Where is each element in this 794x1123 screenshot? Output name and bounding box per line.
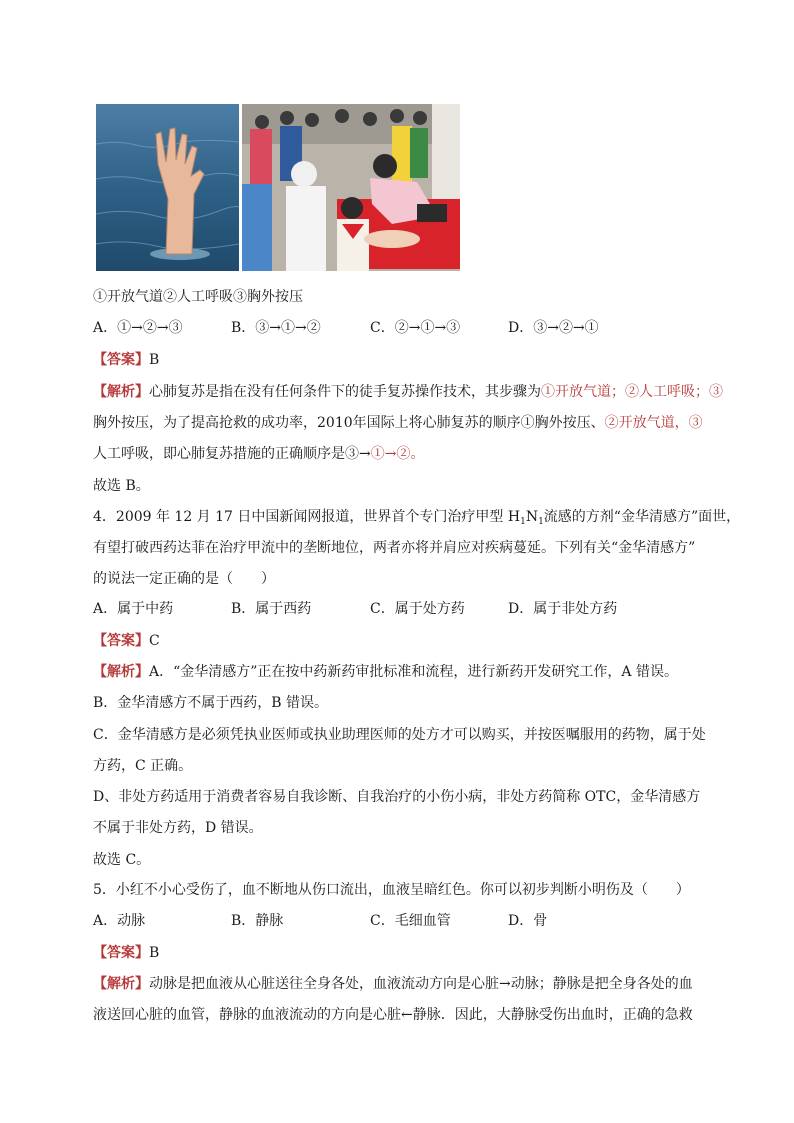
q4-option-b: B．属于西药 [231, 601, 312, 617]
q4-analysis-c-2: 方药，C 正确。 [93, 758, 193, 774]
answer-label: 【答案】 [93, 352, 149, 368]
analysis-text: 动脉是把血液从心脏送往全身各处，血液流动方向是心脏→动脉；静脉是把全身各处的血 [149, 976, 693, 992]
q4-answer [93, 631, 160, 651]
stem-text: 流感的方剂“金华清感方”面世， [543, 509, 741, 525]
drowning-hand-image [96, 104, 239, 271]
q4-option-c: C．属于处方药 [370, 601, 465, 617]
q4-analysis-c-1: C．金华清感方是必须凭执业医师或执业助理医师的处方才可以购买，并按医嘱服用的药物，属于处 [93, 727, 706, 743]
answer-value: C [149, 633, 160, 649]
q3-conclusion: 故选 B。 [93, 478, 150, 494]
q4-stem-line-1 [93, 507, 740, 532]
answer-label: 【答案】 [93, 945, 149, 961]
analysis-highlight: ①开放气道；②人工呼吸；③ [541, 384, 723, 400]
answer-value: B [149, 945, 160, 961]
analysis-text: 人工呼吸，即心肺复苏措施的正确顺序是③→ [93, 446, 371, 462]
q4-analysis-d-2: 不属于非处方药，D 错误。 [93, 820, 263, 836]
analysis-label: 【解析】 [93, 384, 149, 400]
q4-option-d: D．属于非处方药 [508, 601, 618, 617]
q3-steps-line: ①开放气道②人工呼吸③胸外按压 [93, 289, 303, 305]
q3-analysis-line-1 [93, 382, 723, 402]
analysis-highlight: ①→②。 [370, 446, 425, 462]
answer-value: B [149, 352, 160, 368]
q4-stem-line-3: 的说法一定正确的是（ ） [93, 571, 275, 587]
q3-option-a: A．①→②→③ [93, 320, 183, 336]
q5-option-b: B．静脉 [231, 913, 284, 929]
q3-option-c: C．②→①→③ [370, 320, 461, 336]
q5-option-a: A．动脉 [93, 913, 146, 929]
analysis-text: 胸外按压，为了提高抢救的成功率，2010年国际上将心肺复苏的顺序①胸外按压、 [93, 415, 605, 431]
stem-text: 4．2009 年 12 月 17 日中国新闻网报道，世界首个专门治疗甲型 H [93, 509, 521, 525]
q3-analysis-line-2 [93, 413, 703, 433]
q4-analysis-b: B．金华清感方不属于西药，B 错误。 [93, 695, 329, 711]
q5-option-c: C．毛细血管 [370, 913, 451, 929]
analysis-text: 心肺复苏是指在没有任何条件下的徒手复苏操作技术，其步骤为 [149, 384, 541, 400]
q3-answer [93, 350, 159, 370]
cpr-demo-image [242, 104, 460, 271]
subscript: 1 [538, 517, 544, 527]
q4-analysis-a [93, 662, 678, 682]
q5-option-d: D．骨 [508, 913, 548, 929]
q3-option-b: B．③→①→② [231, 320, 321, 336]
q3-option-d: D．③→②→① [508, 320, 599, 336]
subscript: 1 [520, 517, 526, 527]
q4-analysis-d-1: D、非处方药适用于消费者容易自我诊断、自我治疗的小伤小病，非处方药简称 OTC，金华清感方 [93, 789, 701, 805]
q4-stem-line-2: 有望打破西药达菲在治疗甲流中的垄断地位，两者亦将并肩应对疾病蔓延。下列有关“金华清感方” [93, 540, 696, 556]
question-images [96, 104, 460, 271]
q3-analysis-line-3 [93, 444, 424, 464]
analysis-label: 【解析】 [93, 976, 149, 992]
analysis-text: A．“金华清感方”正在按中药新药审批标准和流程，进行新药开发研究工作，A 错误。 [149, 664, 678, 680]
q5-analysis-line-1 [93, 974, 693, 994]
q5-stem: 5．小红不小心受伤了，血不断地从伤口流出，血液呈暗红色。你可以初步判断小明伤及（ ） [93, 882, 690, 898]
analysis-highlight: ②开放气道，③ [604, 415, 703, 431]
q4-conclusion: 故选 C。 [93, 852, 151, 868]
answer-label: 【答案】 [93, 633, 149, 649]
analysis-label: 【解析】 [93, 664, 149, 680]
q5-answer [93, 943, 159, 963]
stem-text: N [525, 509, 539, 525]
q4-option-a: A．属于中药 [93, 601, 174, 617]
q5-analysis-line-2: 液送回心脏的血管，静脉的血液流动的方向是心脏←静脉．因此，大静脉受伤出血时，正确的急救 [93, 1007, 693, 1023]
